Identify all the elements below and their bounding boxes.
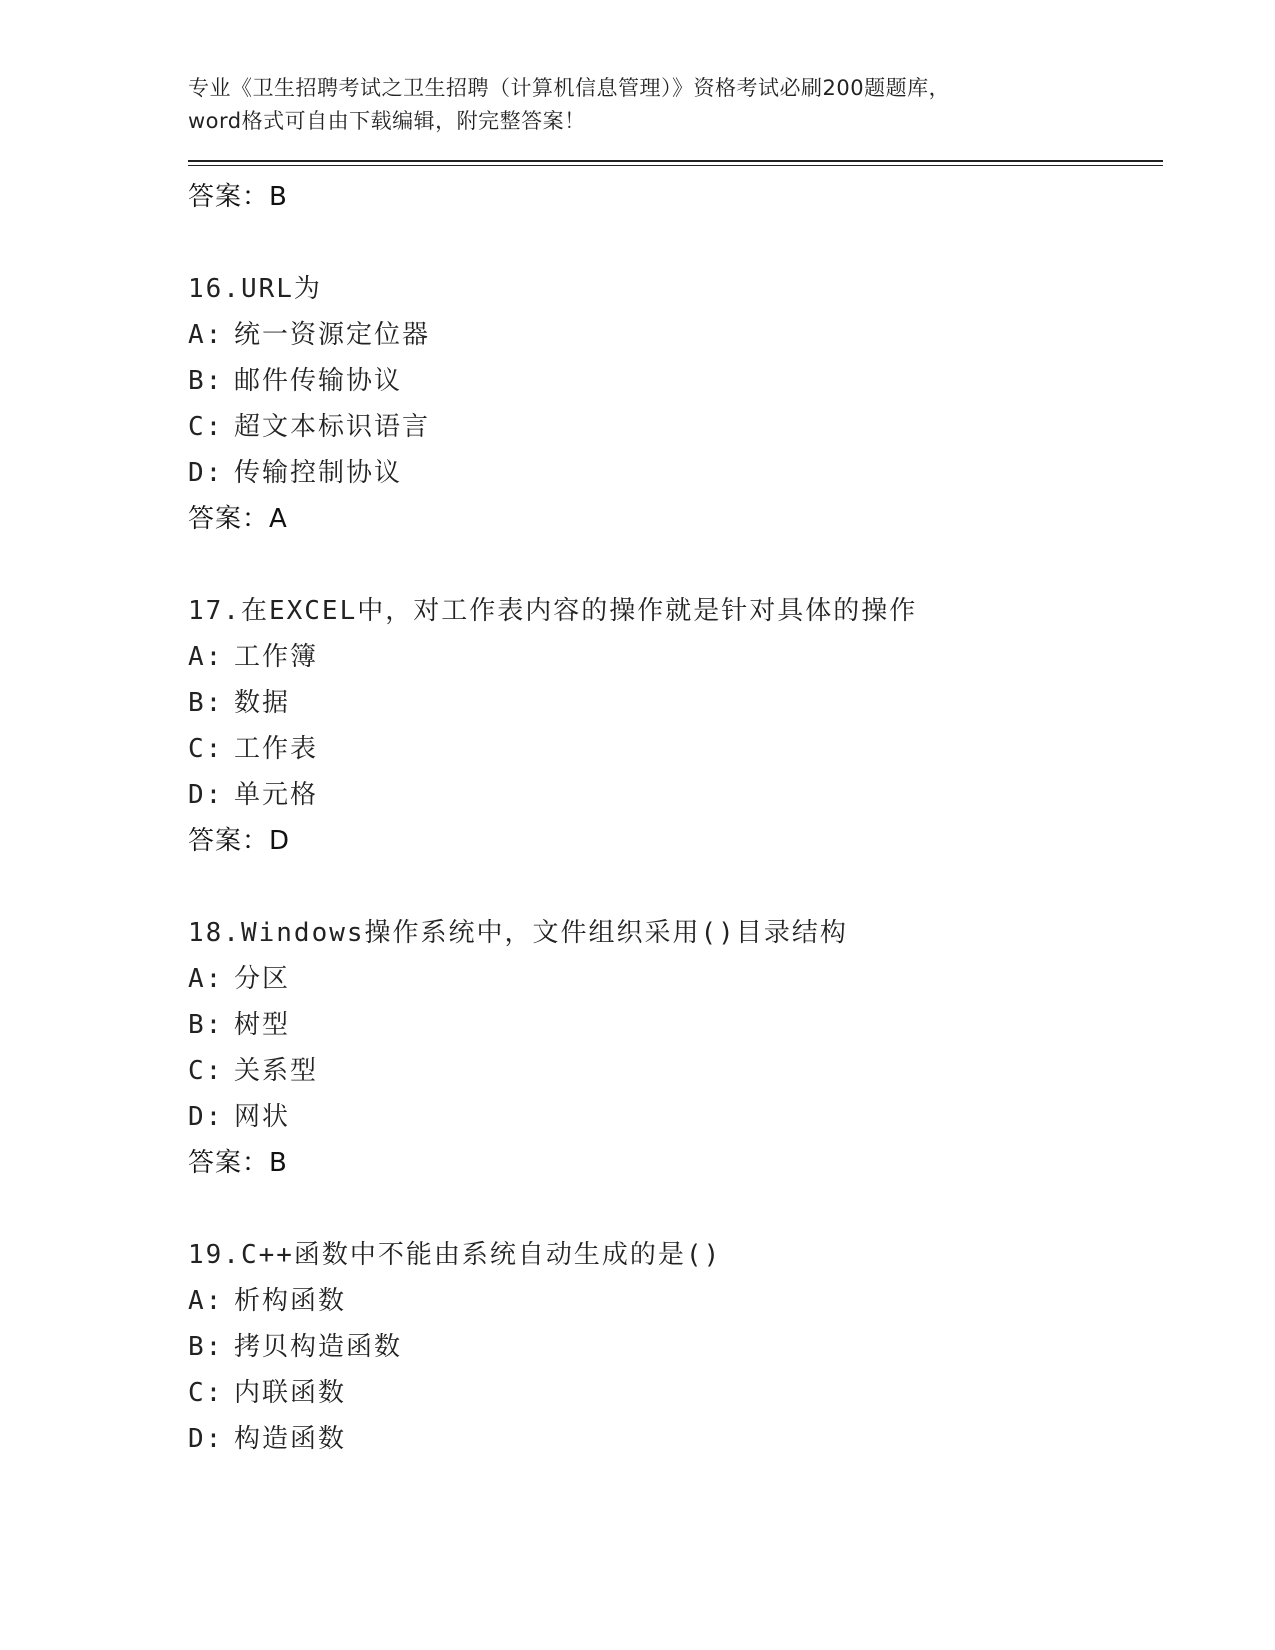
option-key: D: xyxy=(188,1424,224,1454)
option-line xyxy=(188,1324,1163,1370)
option-text: 邮件传输协议 xyxy=(234,366,403,396)
option-line xyxy=(188,1278,1163,1324)
question-block xyxy=(188,588,1163,864)
option-key: C: xyxy=(188,1056,224,1086)
option-text: 析构函数 xyxy=(234,1286,347,1316)
answer-line: 答案：B xyxy=(188,1148,288,1178)
option-key: D: xyxy=(188,780,224,810)
option-key: A: xyxy=(188,642,224,672)
divider-thin xyxy=(188,165,1163,166)
option-key: B: xyxy=(188,688,224,718)
divider-thick xyxy=(188,160,1163,162)
option-key: B: xyxy=(188,366,224,396)
answer-line: 答案：B xyxy=(188,182,288,212)
option-text: 网状 xyxy=(234,1102,291,1132)
option-text: 单元格 xyxy=(234,780,319,810)
option-line xyxy=(188,726,1163,772)
option-line xyxy=(188,634,1163,680)
option-key: A: xyxy=(188,1286,224,1316)
option-key: B: xyxy=(188,1332,224,1362)
option-line xyxy=(188,680,1163,726)
option-line xyxy=(188,450,1163,496)
question-list xyxy=(188,266,1163,1462)
document-header xyxy=(188,72,1163,138)
option-key: D: xyxy=(188,1102,224,1132)
question-stem: 17.在EXCEL中，对工作表内容的操作就是针对具体的操作 xyxy=(188,596,918,626)
option-text: 工作簿 xyxy=(234,642,319,672)
option-key: C: xyxy=(188,412,224,442)
option-key: C: xyxy=(188,1378,224,1408)
option-text: 关系型 xyxy=(234,1056,319,1086)
question-block xyxy=(188,1232,1163,1462)
option-line xyxy=(188,312,1163,358)
option-text: 分区 xyxy=(234,964,291,994)
option-text: 超文本标识语言 xyxy=(234,412,431,442)
option-text: 树型 xyxy=(234,1010,291,1040)
question-stem: 16.URL为 xyxy=(188,274,322,304)
option-line xyxy=(188,404,1163,450)
option-text: 数据 xyxy=(234,688,291,718)
question-block xyxy=(188,910,1163,1186)
option-line xyxy=(188,1370,1163,1416)
option-text: 构造函数 xyxy=(234,1424,347,1454)
option-text: 拷贝构造函数 xyxy=(234,1332,403,1362)
header-divider xyxy=(188,160,1163,166)
option-text: 内联函数 xyxy=(234,1378,347,1408)
option-line xyxy=(188,358,1163,404)
header-line-2: word格式可自由下载编辑，附完整答案！ xyxy=(188,109,586,133)
question-stem: 19.C++函数中不能由系统自动生成的是() xyxy=(188,1240,722,1270)
option-key: C: xyxy=(188,734,224,764)
option-text: 工作表 xyxy=(234,734,319,764)
option-line xyxy=(188,1094,1163,1140)
option-line xyxy=(188,956,1163,1002)
question-block xyxy=(188,266,1163,542)
question-stem: 18.Windows操作系统中，文件组织采用()目录结构 xyxy=(188,918,848,948)
option-key: B: xyxy=(188,1010,224,1040)
answer-line: 答案：D xyxy=(188,826,291,856)
option-key: A: xyxy=(188,320,224,350)
option-text: 传输控制协议 xyxy=(234,458,403,488)
document-page xyxy=(188,72,1163,1462)
option-key: D: xyxy=(188,458,224,488)
answer-line: 答案：A xyxy=(188,504,288,534)
option-key: A: xyxy=(188,964,224,994)
option-line xyxy=(188,1048,1163,1094)
option-line xyxy=(188,1002,1163,1048)
option-line xyxy=(188,772,1163,818)
option-line xyxy=(188,1416,1163,1462)
header-line-1: 专业《卫生招聘考试之卫生招聘（计算机信息管理）》资格考试必刷200题题库， xyxy=(188,76,951,100)
option-text: 统一资源定位器 xyxy=(234,320,431,350)
